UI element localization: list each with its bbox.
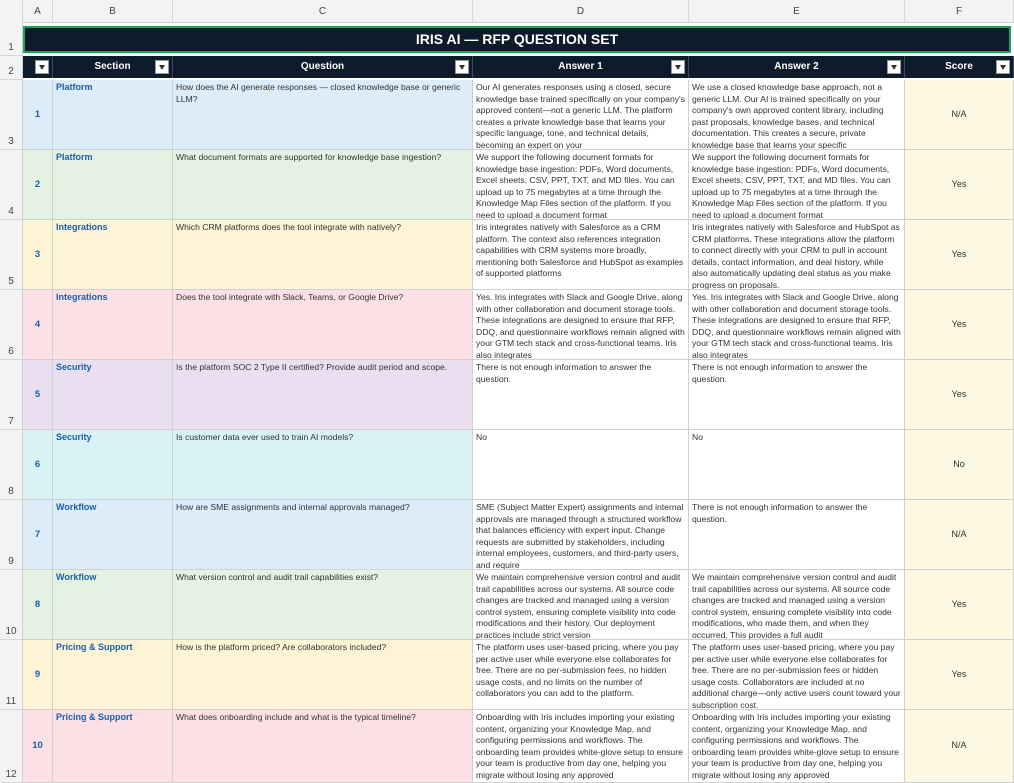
header-score[interactable] — [905, 56, 1014, 78]
row-number[interactable]: 10 — [0, 570, 23, 640]
filter-dropdown-icon[interactable] — [671, 60, 685, 74]
answer-2-cell[interactable]: Yes. Iris integrates with Slack and Google Drive, along with other collaboration and document storage tools. These integrations are designed to ensure that RFP, DDQ, and questionnaire workflows remain aligned with your GTM tech stack and cross-functional teams. Iris also integrates — [689, 290, 905, 360]
answer-1-cell[interactable]: There is not enough information to answer the question. — [473, 360, 689, 430]
row-index-cell[interactable]: 10 — [23, 710, 53, 783]
header-answer-1[interactable] — [473, 56, 689, 78]
header-answer-1-label: Answer 1 — [558, 61, 603, 72]
row-number[interactable]: 8 — [0, 430, 23, 500]
column-letter-d[interactable]: D — [473, 0, 689, 22]
score-cell[interactable]: Yes — [905, 360, 1014, 430]
column-header-bar — [0, 0, 1014, 23]
row-number[interactable]: 1 — [0, 22, 23, 56]
filter-dropdown-icon[interactable] — [996, 60, 1010, 74]
row-number[interactable]: 12 — [0, 710, 23, 783]
section-cell[interactable]: Platform — [53, 80, 173, 150]
answer-1-cell[interactable]: Our AI generates responses using a closed, secure knowledge base trained specifically on your company's approved content—not a generic LLM. The platform creates a private knowledge base that learns your specific language, tone, and technical details, becoming an expert on your — [473, 80, 689, 150]
row-index-cell[interactable]: 9 — [23, 640, 53, 710]
section-cell[interactable]: Security — [53, 430, 173, 500]
row-index-cell[interactable]: 2 — [23, 150, 53, 220]
answer-2-cell[interactable]: Onboarding with Iris includes importing your existing content, organizing your Knowledge Map, and configuring permissions and workflows. The onboarding team provides white-glove setup to ensure your team is productive from day one, helping you migrate without losing any approved — [689, 710, 905, 783]
header-question-label: Question — [300, 61, 345, 72]
select-all-corner[interactable] — [0, 0, 23, 22]
answer-1-cell[interactable]: No — [473, 430, 689, 500]
header-number-cell[interactable] — [23, 56, 53, 78]
row-index-cell[interactable]: 1 — [23, 80, 53, 150]
header-question[interactable] — [173, 56, 473, 78]
section-cell[interactable]: Pricing & Support — [53, 640, 173, 710]
question-cell[interactable]: How is the platform priced? Are collaborators included? — [173, 640, 473, 710]
row-number[interactable]: 5 — [0, 220, 23, 290]
answer-2-cell[interactable]: There is not enough information to answer the question. — [689, 360, 905, 430]
answer-2-cell[interactable]: We use a closed knowledge base approach, not a generic LLM. Our AI is trained specifically on your company's own approved content library, including past proposals, knowledge bases, and technical documentation. This creates a secure, private knowledge base that learns your specific — [689, 80, 905, 150]
answer-1-cell[interactable]: We support the following document formats for knowledge base ingestion: PDFs, Word documents, Excel sheets, CSV, PPT, TXT, and MD files. You can upload up to 75 megabytes at a time through the Knowledge Map Files section of the platform. If you need to upload a document format — [473, 150, 689, 220]
question-cell[interactable]: Is the platform SOC 2 Type II certified? Provide audit period and scope. — [173, 360, 473, 430]
score-cell[interactable]: N/A — [905, 500, 1014, 570]
row-index-cell[interactable]: 6 — [23, 430, 53, 500]
score-cell[interactable]: Yes — [905, 570, 1014, 640]
header-section-label: Section — [94, 61, 131, 72]
score-cell[interactable]: Yes — [905, 220, 1014, 290]
section-cell[interactable]: Integrations — [53, 220, 173, 290]
column-letter-c[interactable]: C — [173, 0, 473, 22]
row-index-cell[interactable]: 3 — [23, 220, 53, 290]
header-score-label: Score — [945, 61, 973, 72]
question-cell[interactable]: How does the AI generate responses — closed knowledge base or generic LLM? — [173, 80, 473, 150]
question-cell[interactable]: Is customer data ever used to train AI models? — [173, 430, 473, 500]
column-letter-e[interactable]: E — [689, 0, 905, 22]
answer-2-cell[interactable]: Iris integrates natively with Salesforce and HubSpot as CRM platforms. These integrations allow the platform to connect directly with your CRM to pull in account details, contact information, and deal history, while also automatically updating deal status as you make progress on proposals. — [689, 220, 905, 290]
sheet-title[interactable]: IRIS AI — RFP QUESTION SET — [23, 26, 1011, 53]
filter-dropdown-icon[interactable] — [155, 60, 169, 74]
score-cell[interactable]: No — [905, 430, 1014, 500]
header-answer-2-label: Answer 2 — [774, 61, 819, 72]
row-number[interactable]: 4 — [0, 150, 23, 220]
score-cell[interactable]: N/A — [905, 710, 1014, 783]
filter-dropdown-icon[interactable] — [887, 60, 901, 74]
score-cell[interactable]: Yes — [905, 290, 1014, 360]
answer-1-cell[interactable]: We maintain comprehensive version control and audit trail capabilities across our systems. All source code changes are tracked and managed using a version control system, ensuring complete visibility into code modifications and their history. Our deployment practices include strict version — [473, 570, 689, 640]
row-number[interactable]: 7 — [0, 360, 23, 430]
score-cell[interactable]: Yes — [905, 150, 1014, 220]
answer-1-cell[interactable]: SME (Subject Matter Expert) assignments and internal approvals are managed through a structured workflow that balances efficiency with expert input. Change requests are submitted by stakeholders, including internal employees, customers, and third-party users, and require — [473, 500, 689, 570]
answer-1-cell[interactable]: The platform uses user-based pricing, where you pay per active user while everyone else collaborates for free. There are no per-submission fees, no hidden usage costs, and no limits on the number of collaborators you can add to the platform. — [473, 640, 689, 710]
column-letter-b[interactable]: B — [53, 0, 173, 22]
question-cell[interactable]: Does the tool integrate with Slack, Teams, or Google Drive? — [173, 290, 473, 360]
row-index-cell[interactable]: 8 — [23, 570, 53, 640]
answer-2-cell[interactable]: There is not enough information to answer the question. — [689, 500, 905, 570]
section-cell[interactable]: Platform — [53, 150, 173, 220]
answer-1-cell[interactable]: Onboarding with Iris includes importing your existing content, organizing your Knowledge Map, and configuring permissions and workflows. The onboarding team provides white-glove setup to ensure your team is productive from day one, helping you migrate without losing any approved — [473, 710, 689, 783]
row-number[interactable]: 9 — [0, 500, 23, 570]
section-cell[interactable]: Security — [53, 360, 173, 430]
answer-2-cell[interactable]: We support the following document formats for knowledge base ingestion: PDFs, Word documents, Excel sheets, CSV, PPT, TXT, and MD files. You can upload up to 75 megabytes at a time through the Knowledge Map Files section of the platform. If you need to upload a document format — [689, 150, 905, 220]
question-cell[interactable]: What document formats are supported for knowledge base ingestion? — [173, 150, 473, 220]
answer-2-cell[interactable]: No — [689, 430, 905, 500]
filter-dropdown-icon[interactable] — [35, 60, 49, 74]
section-cell[interactable]: Workflow — [53, 570, 173, 640]
section-cell[interactable]: Workflow — [53, 500, 173, 570]
answer-2-cell[interactable]: We maintain comprehensive version control and audit trail capabilities across our systems. All source code changes are tracked and managed using a version control system, ensuring complete visibility into code modifications, who made them, and when they occurred. This provides a full audit — [689, 570, 905, 640]
header-answer-2[interactable] — [689, 56, 905, 78]
column-letter-f[interactable]: F — [905, 0, 1014, 22]
answer-1-cell[interactable]: Iris integrates natively with Salesforce as a CRM platform. The context also references integration capabilities with CRM systems more broadly, mentioning both Salesforce and HubSpot as examples of supported platforms — [473, 220, 689, 290]
row-index-cell[interactable]: 7 — [23, 500, 53, 570]
column-letter-a[interactable]: A — [23, 0, 53, 22]
row-number[interactable]: 6 — [0, 290, 23, 360]
section-cell[interactable]: Integrations — [53, 290, 173, 360]
header-section[interactable] — [53, 56, 173, 78]
row-number[interactable]: 2 — [0, 56, 23, 80]
score-cell[interactable]: Yes — [905, 640, 1014, 710]
question-cell[interactable]: What does onboarding include and what is the typical timeline? — [173, 710, 473, 783]
answer-2-cell[interactable]: The platform uses user-based pricing, where you pay per active user while everyone else collaborates for free. There are no per-submission fees or hidden usage costs. Collaborators are included at no additional charge—only active users count toward your subscription cost. — [689, 640, 905, 710]
row-number[interactable]: 3 — [0, 80, 23, 150]
score-cell[interactable]: N/A — [905, 80, 1014, 150]
question-cell[interactable]: What version control and audit trail capabilities exist? — [173, 570, 473, 640]
row-number[interactable]: 11 — [0, 640, 23, 710]
filter-dropdown-icon[interactable] — [455, 60, 469, 74]
row-index-cell[interactable]: 4 — [23, 290, 53, 360]
answer-1-cell[interactable]: Yes. Iris integrates with Slack and Google Drive, along with other collaboration and document storage tools. These integrations are designed to ensure that RFP, DDQ, and questionnaire workflows remain aligned with your GTM tech stack and cross-functional teams. Iris also integrates — [473, 290, 689, 360]
row-index-cell[interactable]: 5 — [23, 360, 53, 430]
question-cell[interactable]: Which CRM platforms does the tool integrate with natively? — [173, 220, 473, 290]
question-cell[interactable]: How are SME assignments and internal approvals managed? — [173, 500, 473, 570]
section-cell[interactable]: Pricing & Support — [53, 710, 173, 783]
